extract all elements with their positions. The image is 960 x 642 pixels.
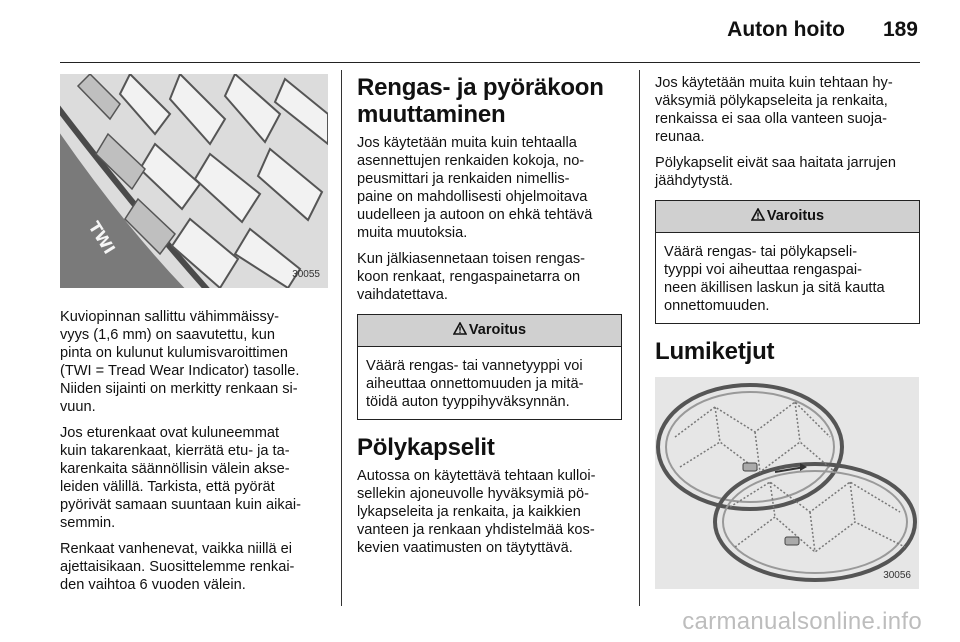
paragraph: Kun jälkiasennetaan toisen rengas- koon renkaat, rengaspainetarra on vaihdatettava. (357, 251, 585, 303)
tire-tread-illustration (60, 74, 328, 288)
image-number: 30056 (883, 570, 911, 581)
warning-triangle-icon (453, 322, 467, 335)
warning-box (655, 200, 920, 324)
paragraph: Renkaat vanhenevat, vaikka niillä ei ajettaisikaan. Suosittelemme renkai- den vaihtoa 6 vuoden välein. (60, 541, 295, 593)
paragraph: Pölykapselit eivät saa haitata jarrujen jäähdytystä. (655, 155, 896, 189)
warning-title: Varoitus (766, 208, 825, 224)
header-rule (60, 62, 920, 63)
column-3 (655, 74, 920, 589)
watermark-text: carmanualsonline.info (682, 608, 922, 635)
section-title: Auton hoito (727, 18, 845, 41)
warning-header (358, 315, 621, 347)
section-heading: Pölykapselit (357, 434, 495, 461)
paragraph: Jos eturenkaat ovat kuluneemmat kuin takarenkaat, kierrätä etu- ja ta- karenkaita säännöllisin välein akse- leiden välillä. Tarkista, että pyörät pyörivät samaan suuntaan kuin aikai- semmin. (60, 425, 301, 531)
paragraph: Jos käytetään muita kuin tehtaalla asennettujen renkaiden kokoja, no- peusmittari ja renkaiden nimellis- paine on mahdollisesti ohjelmoitava uudelleen ja autoon on ehkä tehtävä muita muutoksia. (357, 135, 593, 241)
section-heading: Lumiketjut (655, 338, 775, 365)
paragraph: Jos käytetään muita kuin tehtaan hy- väksymiä pölykapseleita ja renkaita, renkaissa ei saa olla vanteen suoja- reunaa. (655, 75, 893, 145)
warning-box (357, 314, 622, 420)
warning-text: Väärä rengas- tai pölykapseli- tyyppi voi aiheuttaa rengaspai- neen äkillisen laskun ja sitä kautta onnettomuuden. (664, 244, 885, 314)
warning-header (656, 201, 919, 233)
column-divider-1 (341, 70, 342, 606)
page-header (727, 18, 918, 42)
warning-text: Väärä rengas- tai vannetyyppi voi aiheuttaa onnettomuuden ja mitä- töidä auton tyyppihyväksynnän. (366, 358, 584, 410)
paragraph: Autossa on käytettävä tehtaan kulloi- sellekin ajoneuvolle hyväksymiä pö- lykapseleita ja renkaita, ja kaikkien vanteen ja renkaan yhdistelmää kos- kevien vaatimusten on täytyttävä. (357, 468, 596, 556)
warning-title: Varoitus (468, 322, 527, 338)
section-heading: Rengas- ja pyöräkoon muuttaminen (357, 74, 604, 128)
snow-chain-image (655, 377, 919, 589)
tire-tread-image (60, 74, 328, 288)
snow-chain-illustration (655, 377, 919, 589)
image-number: 30055 (292, 269, 320, 280)
warning-triangle-icon (751, 208, 765, 221)
page-number: 189 (882, 18, 918, 41)
column-divider-2 (639, 70, 640, 606)
paragraph: Kuviopinnan sallittu vähimmäissy- vyys (1,6 mm) on saavutettu, kun pinta on kulunut kulumisvaroittimen (TWI = Tread Wear Indicator) tasolle. Niiden sijainti on merkitty renkaan si- vuun. (60, 309, 300, 415)
column-2 (357, 74, 622, 565)
twi-label: TWI (84, 218, 120, 258)
column-1 (60, 74, 328, 602)
